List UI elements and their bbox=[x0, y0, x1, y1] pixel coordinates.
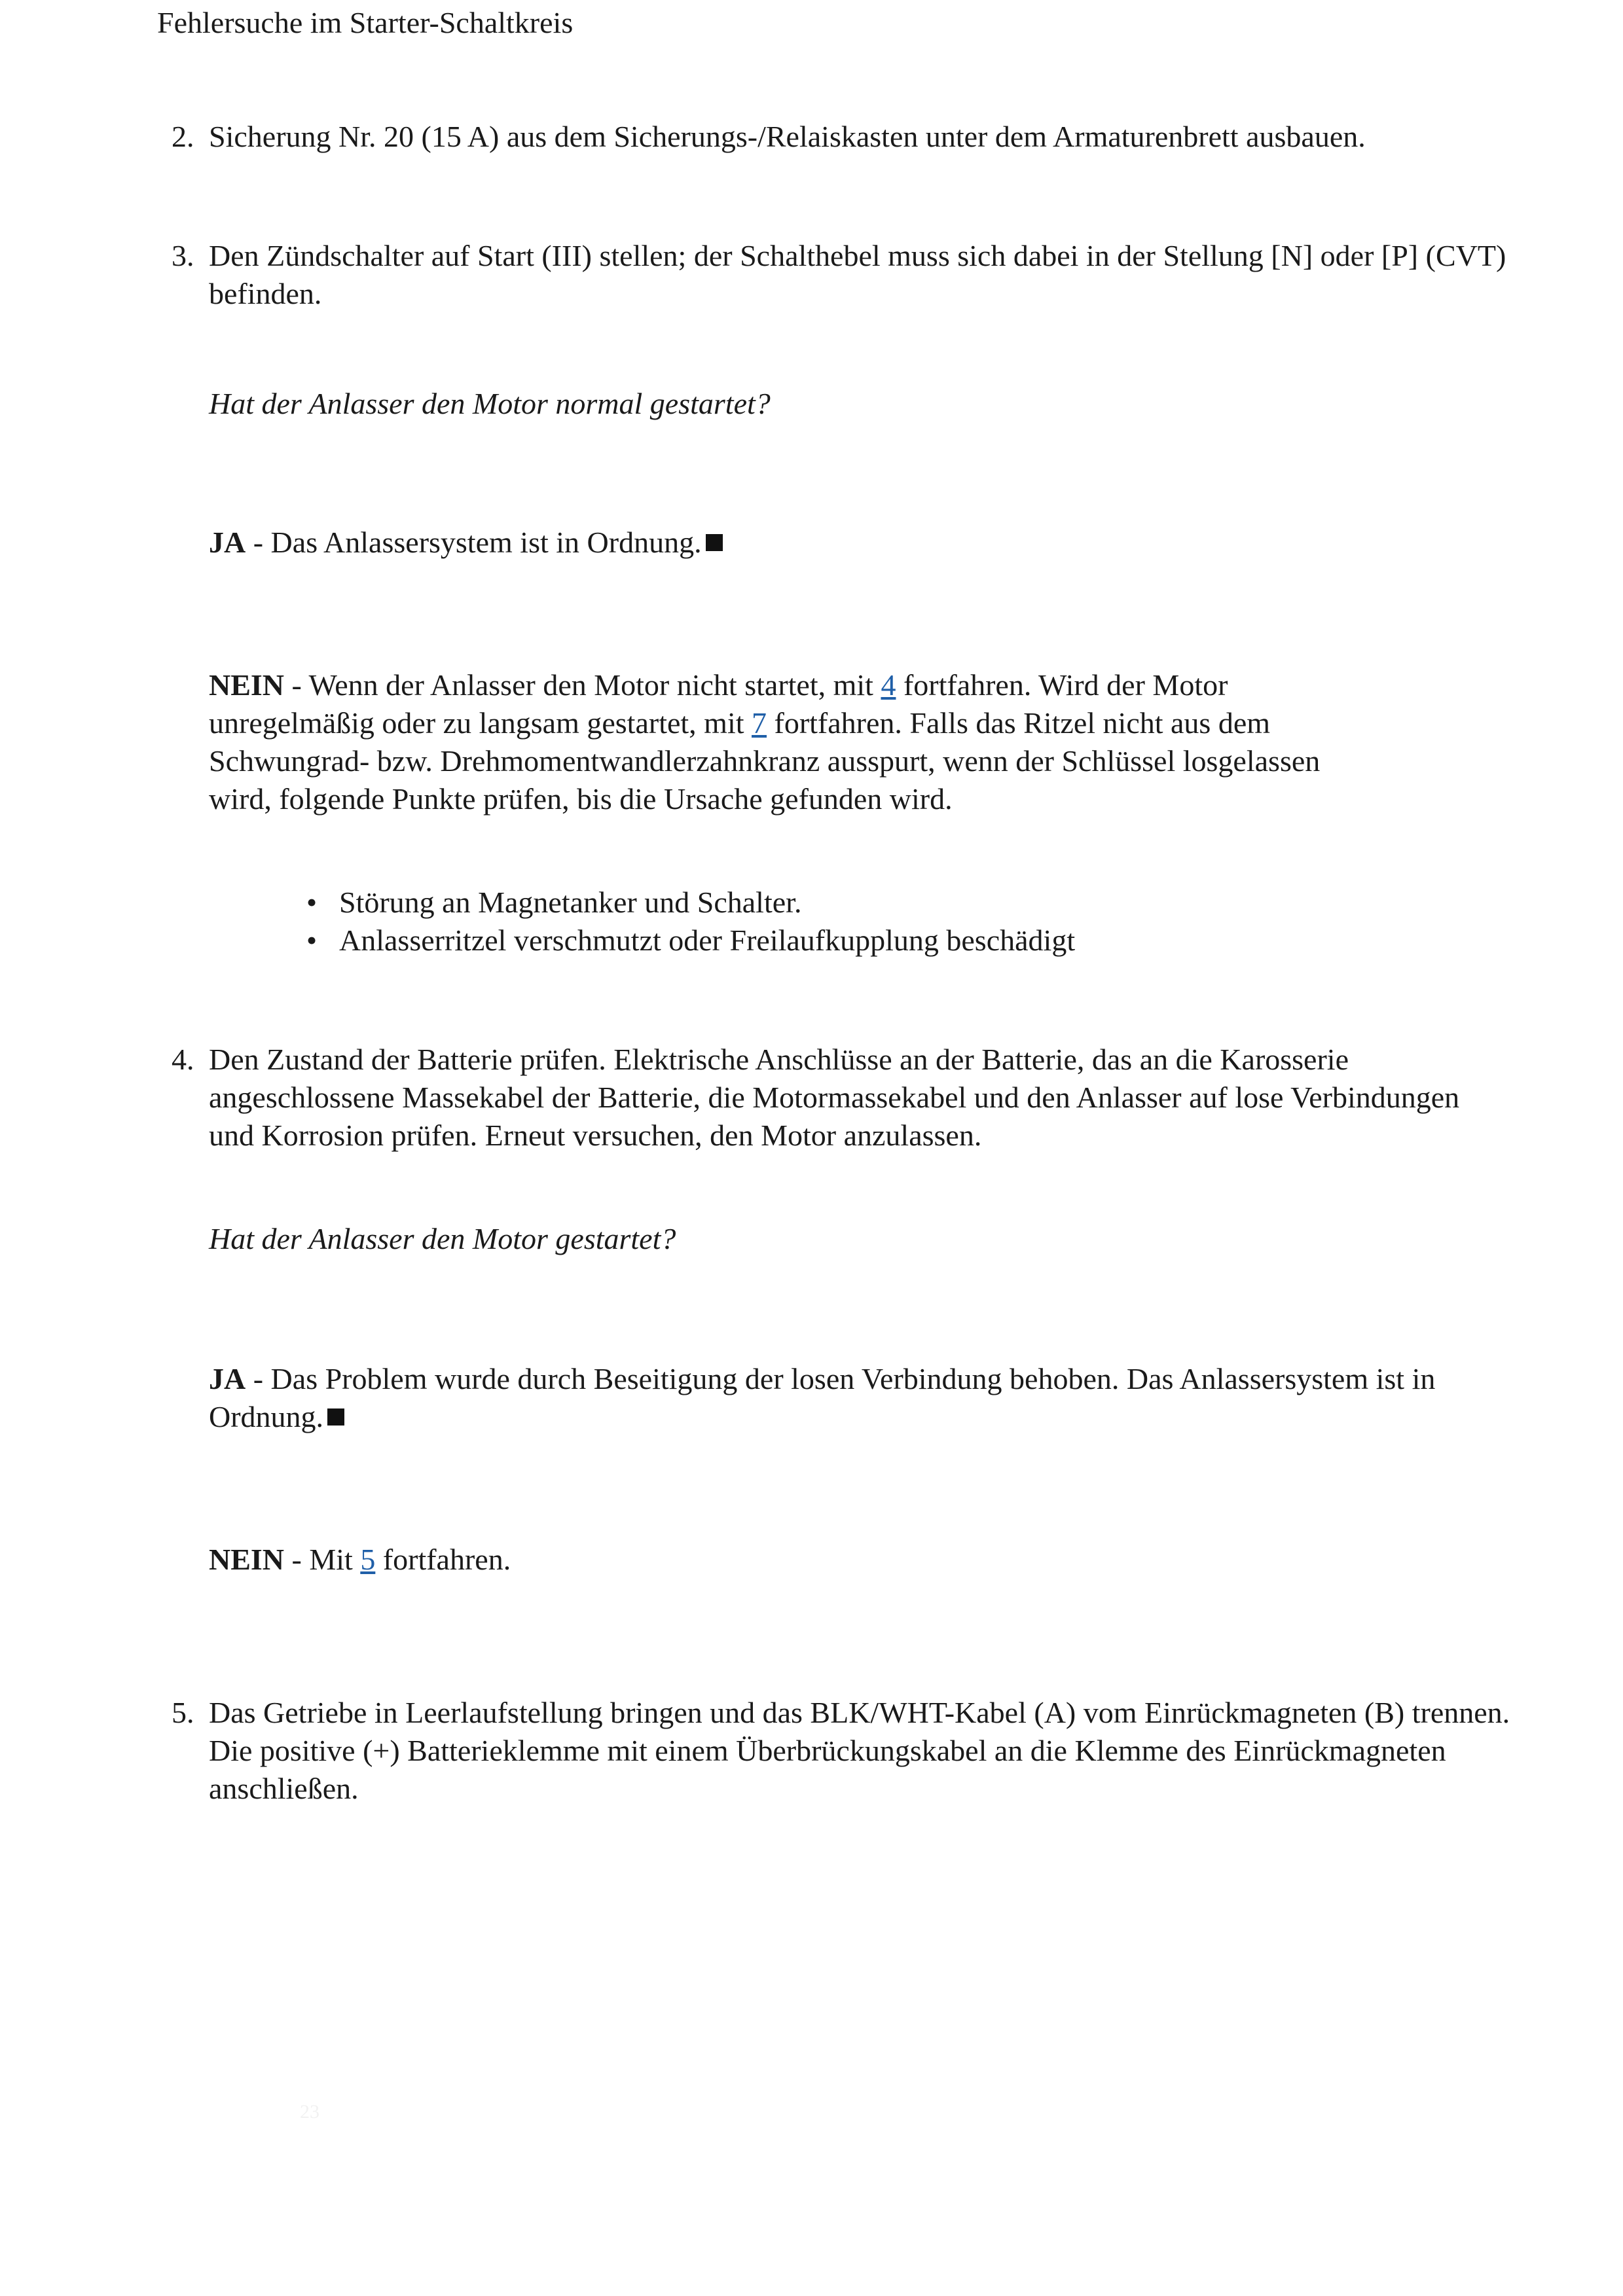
nein-text-part: - Mit bbox=[284, 1543, 361, 1576]
ja-text: - Das Problem wurde durch Beseitigung der losen Verbindung behoben. Das Anlassersystem ist in Ordnung. bbox=[209, 1362, 1436, 1433]
nein-text-part: fortfahren. bbox=[375, 1543, 511, 1576]
answer-nein-2 bbox=[209, 1541, 1518, 1579]
ja-text: - Das Anlassersystem ist in Ordnung. bbox=[246, 526, 702, 559]
question-2: Hat der Anlasser den Motor gestartet? bbox=[209, 1222, 676, 1255]
nein-text-part: fortfahren. Falls das Ritzel nicht aus dem Schwungrad- bzw. Drehmomentwandlerzahnkranz ausspurt, wenn der Schlüssel losgelassen wird, folgende Punkte prüfen, bis die Ursache gefunden wird. bbox=[209, 706, 1321, 816]
step-text: Das Getriebe in Leerlaufstellung bringen und das BLK/WHT-Kabel (A) vom Einrückmagneten (B) trennen. Die positive (+) Batterieklemme mit einem Überbrückungskabel an die Klemme des Einrückmagneten anschließen. bbox=[209, 1696, 1510, 1805]
list-item: • Anlasserritzel verschmutzt oder Freilaufkupplung beschädigt bbox=[306, 924, 1076, 957]
step-link-5[interactable]: 5 bbox=[360, 1543, 376, 1576]
step-text: Den Zündschalter auf Start (III) stellen; der Schalthebel muss sich dabei in der Stellung [N] oder [P] (CVT) befinden. bbox=[209, 239, 1506, 310]
step-link-4[interactable]: 4 bbox=[881, 668, 896, 702]
ja-label: JA bbox=[209, 526, 246, 559]
list-item-text: Störung an Magnetanker und Schalter. bbox=[339, 886, 802, 919]
page-header: Fehlersuche im Starter-Schaltkreis bbox=[157, 6, 574, 39]
step-number: 5. bbox=[172, 1696, 194, 1729]
page-number: 23 bbox=[300, 2101, 319, 2123]
nein-label: NEIN bbox=[209, 1543, 285, 1576]
bullet-list bbox=[306, 884, 1075, 960]
step-text: Den Zustand der Batterie prüfen. Elektrische Anschlüsse an der Batterie, das an die Karosserie angeschlossene Massekabel der Batterie, die Motormassekabel und den Anlasser auf lose Verbindungen und Korrosion prüfen. Erneut versuchen, den Motor anzulassen. bbox=[209, 1043, 1460, 1152]
end-square-icon bbox=[706, 534, 723, 551]
nein-text-part: - Wenn der Anlasser den Motor nicht startet, mit bbox=[284, 668, 881, 702]
answer-ja-2 bbox=[209, 1360, 1512, 1436]
end-square-icon bbox=[327, 1408, 344, 1426]
answer-nein-1 bbox=[209, 666, 1348, 818]
question-1: Hat der Anlasser den Motor normal gestartet? bbox=[209, 387, 771, 420]
answer-ja-1 bbox=[209, 524, 1518, 562]
step-link-7[interactable]: 7 bbox=[752, 706, 767, 740]
list-item: • Störung an Magnetanker und Schalter. bbox=[306, 886, 802, 919]
step-number: 4. bbox=[172, 1043, 194, 1076]
step-text: Sicherung Nr. 20 (15 A) aus dem Sicherungs-/Relaiskasten unter dem Armaturenbrett ausbauen. bbox=[209, 120, 1366, 153]
nein-label: NEIN bbox=[209, 668, 285, 702]
step-number: 3. bbox=[172, 239, 194, 272]
step-number: 2. bbox=[172, 120, 194, 153]
nein-text-part: fortfahren. Wird der Motor unregelmäßig oder zu langsam gestartet, mit bbox=[209, 668, 1228, 740]
ja-label: JA bbox=[209, 1362, 246, 1395]
list-item-text: Anlasserritzel verschmutzt oder Freilaufkupplung beschädigt bbox=[339, 924, 1076, 957]
